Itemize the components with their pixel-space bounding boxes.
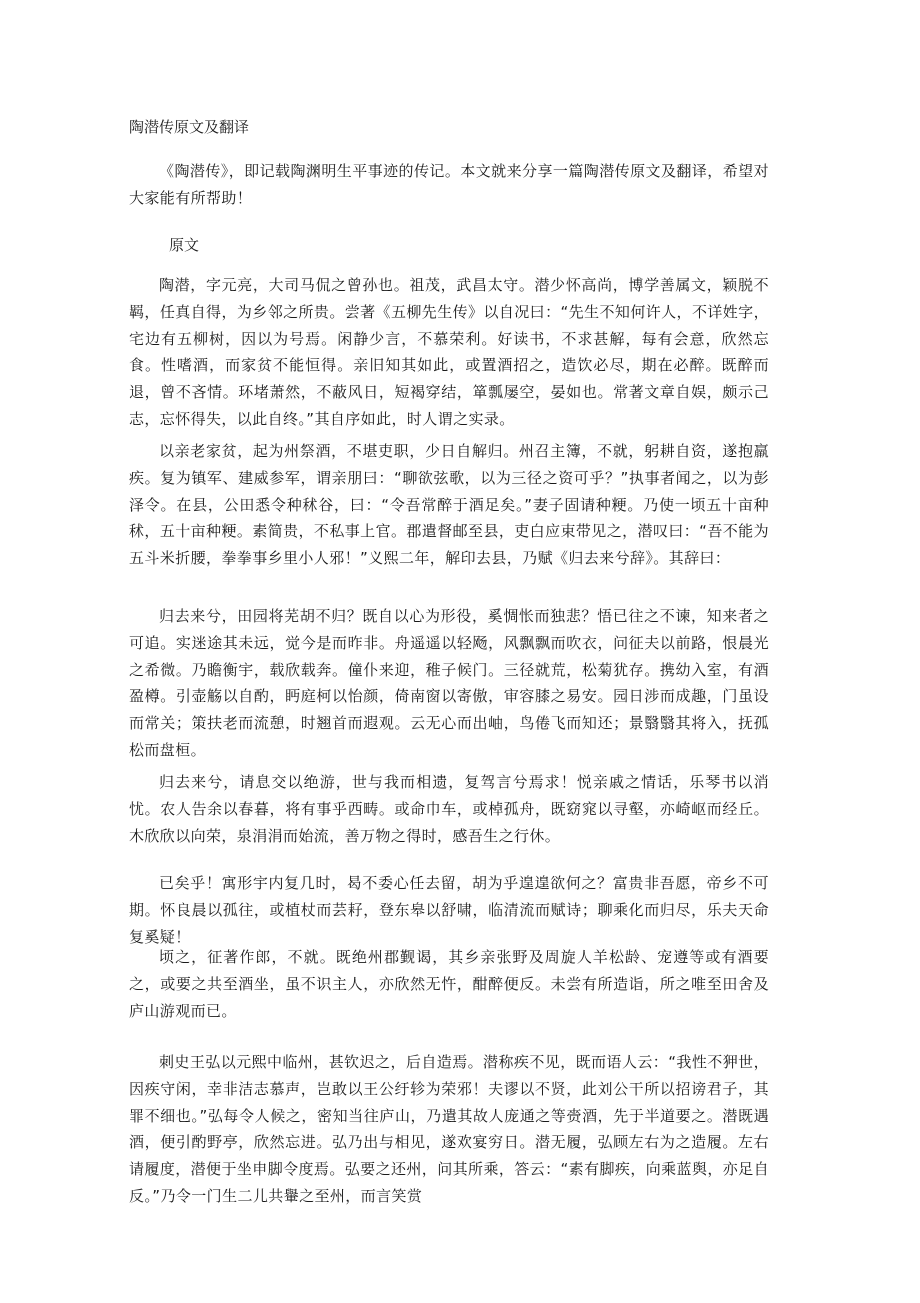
paragraph: 归去来兮，请息交以绝游，世与我而相遗，复驾言兮焉求！悦亲戚之情话，乐琴书以消忧。农人告余以春暮，将有事乎西畴。或命巾车，或棹孤舟，既窈窕以寻壑，亦崎岖而经丘。木欣欣以向荣，泉涓涓而始流，善万物之得时，感吾生之行休。 xyxy=(129,773,769,845)
document-title: 陶潜传原文及翻译 xyxy=(129,118,250,136)
paragraph: 陶潜，字元亮，大司马侃之曾孙也。祖茂，武昌太守。潜少怀高尚，博学善属文，颖脱不羁，任真自得，为乡邻之所贵。尝著《五柳先生传》以自况曰：“先生不知何许人，不详姓字，宅边有五柳树，因以为号焉。闲静少言，不慕荣利。好读书，不求甚解，每有会意，欣然忘食。性嗜酒，而家贫不能恒得。亲旧知其如此，或置酒招之，造饮必尽，期在必醉。既醉而退，曾不吝情。环堵萧然，不蔽风日，短褐穿结，箪瓢屡空，晏如也。常著文章自娱，颇示己志，忘怀得失，以此自终。”其自序如此，时人谓之实录。 xyxy=(129,276,769,428)
intro-paragraph: 《陶潜传》，即记载陶渊明生平事迹的传记。本文就来分享一篇陶潜传原文及翻译，希望对大家能有所帮助！ xyxy=(129,162,769,207)
paragraph: 以亲老家贫，起为州祭酒，不堪吏职，少日自解归。州召主簿，不就，躬耕自资，遂抱羸疾。复为镇军、建威参军，谓亲朋曰：“聊欲弦歌，以为三径之资可乎？”执事者闻之，以为彭泽令。在县，公田悉令种秫谷，曰：“令吾常醉于酒足矣。”妻子固请种粳。乃使一顷五十亩种秫，五十亩种粳。素简贵，不私事上官。郡遣督邮至县，吏白应束带见之，潜叹曰：“吾不能为五斗米折腰，拳拳事乡里小人邪！”义熙二年，解印去县，乃赋《归去来兮辞》。其辞曰： xyxy=(129,442,769,568)
paragraph: 顷之，征著作郎，不就。既绝州郡觐谒，其乡亲张野及周旋人羊松龄、宠遵等或有酒要之，或要之共至酒坐，虽不识主人，亦欣然无忤，酣醉便反。未尝有所造诣，所之唯至田舍及庐山游观而已。 xyxy=(129,948,769,1020)
paragraph: 已矣乎！寓形宇内复几时，曷不委心任去留，胡为乎遑遑欲何之？富贵非吾愿，帝乡不可期。怀良晨以孤往，或植杖而芸耔，登东皋以舒啸，临清流而赋诗；聊乘化而归尽，乐夫天命复奚疑！ xyxy=(129,874,769,946)
paragraph: 刺史王弘以元熙中临州，甚钦迟之，后自造焉。潜称疾不见，既而语人云：“我性不狎世，因疾守闲，幸非洁志慕声，岂敢以王公纡轸为荣邪！夫谬以不贤，此刘公干所以招谤君子，其罪不细也。”弘每令人候之，密知当往庐山，乃遣其故人庞通之等赍酒，先于半道要之。潜既遇酒，便引酌野亭，欣然忘进。弘乃出与相见，遂欢宴穷日。潜无履，弘顾左右为之造履。左右请履度，潜便于坐申脚令度焉。弘要之还州，问其所乘，答云：“素有脚疾，向乘蓝舆，亦足自反。”乃令一门生二儿共轝之至州，而言笑赏 xyxy=(129,1053,769,1205)
section-heading-original-text: 原文 xyxy=(169,236,200,254)
paragraph: 归去来兮，田园将芜胡不归？既自以心为形役，奚惆怅而独悲？悟已往之不谏，知来者之可追。实迷途其未远，觉今是而昨非。舟遥遥以轻飏，风飘飘而吹衣，问征夫以前路，恨晨光之希微。乃瞻衡宇，载欣载奔。僮仆来迎，稚子候门。三径就荒，松菊犹存。携幼入室，有酒盈樽。引壶觞以自酌，眄庭柯以怡颜，倚南窗以寄傲，审容膝之易安。园日涉而成趣，门虽设而常关；策扶老而流憩，时翘首而遐观。云无心而出岫，鸟倦飞而知还；景翳翳其将入，抚孤松而盘桓。 xyxy=(129,607,769,759)
